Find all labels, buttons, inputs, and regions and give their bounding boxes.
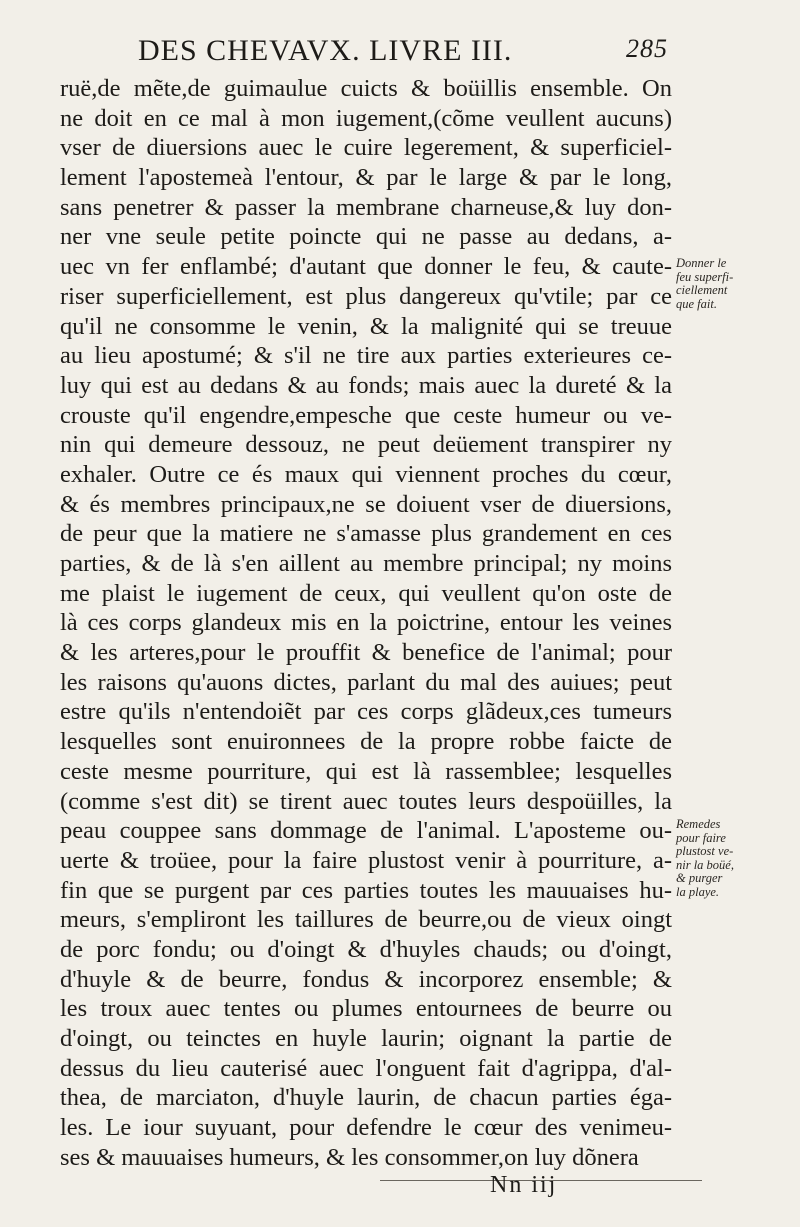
text-line: riser superficiellement, est plus dangereux qu'vtile; par ce <box>60 282 672 310</box>
text-line: parties, & de là s'en aillent au membre principal; ny moins <box>60 550 672 577</box>
text-line: les raisons qu'auons dictes, parlant du mal des auiues; peut <box>60 668 672 696</box>
margin-note-line: Donner le <box>676 256 727 270</box>
margin-note-line: & purger <box>676 871 723 885</box>
text-line: luy qui est au dedans & au fonds; mais auec la dureté & la <box>60 371 672 399</box>
text-line: estre qu'ils n'entendoiẽt par ces corps glãdeux,ces tumeurs <box>60 698 672 726</box>
text-line: les. Le iour suyuant, pour defendre le cœur des venimeu- <box>60 1114 672 1142</box>
text-line: crouste qu'il engendre,empesche que ceste humeur ou ve- <box>60 401 672 429</box>
text-line: ceste mesme pourriture, qui est là rassemblee; lesquelles <box>60 757 672 785</box>
text-line: (comme s'est dit) se tirent auec toutes leurs despoüilles, la <box>60 787 672 815</box>
text-line: ner vne seule petite poincte qui ne passe au dedans, a- <box>60 223 672 251</box>
margin-note-line: Remedes <box>676 817 721 831</box>
margin-note-line: ciellement <box>676 283 728 297</box>
text-line: exhaler. Outre ce és maux qui viennent proches du cœur, <box>60 460 672 488</box>
text-line: & les arteres,pour le prouffit & benefice de l'animal; pour <box>60 639 672 667</box>
margin-note <box>676 257 794 311</box>
text-line: de porc fondu; ou d'oingt & d'huyles chauds; ou d'oingt, <box>60 935 672 963</box>
text-line: fin que se purgent par ces parties toutes les mauuaises hu- <box>60 876 672 904</box>
page-number: 285 <box>626 34 668 63</box>
margin-note-line: la playe. <box>676 884 720 899</box>
text-line: ruë,de mẽte,de guimaulue cuicts & boüillis ensemble. On <box>60 75 672 102</box>
margin-note-line: feu superfi- <box>676 269 734 284</box>
margin-note-line: plustost ve- <box>676 844 734 858</box>
margin-note-line: nir la boüé, <box>676 857 734 872</box>
text-line: d'huyle & de beurre, fondus & incorporez ensemble; & <box>60 965 672 993</box>
text-line: uec vn fer enflambé; d'autant que donner le feu, & caute- <box>60 253 672 281</box>
header-title: DES CHEVAVX. LIVRE III. <box>138 34 513 67</box>
text-line: sans penetrer & passer la membrane charneuse,& luy don- <box>60 193 672 221</box>
text-line: lement l'apostemeà l'entour, & par le large & par le long, <box>60 164 672 192</box>
text-line: meurs, s'empliront les taillures de beurre,ou de vieux oingt <box>60 906 672 934</box>
body-text <box>60 74 672 1172</box>
signature-mark: Nn iij <box>490 1172 558 1198</box>
text-line: ne doit en ce mal à mon iugement,(cõme veullent aucuns) <box>60 104 672 132</box>
text-line: dessus du lieu cauterisé auec l'onguent fait d'agrippa, d'al- <box>60 1054 672 1082</box>
margin-note-line: que fait. <box>676 296 717 311</box>
text-line: me plaist le iugement de ceux, qui veullent qu'on oste de <box>60 579 672 607</box>
text-line: les troux auec tentes ou plumes entournees de beurre ou <box>60 995 672 1023</box>
text-line: de peur que la matiere ne s'amasse plus grandement en ces <box>60 520 672 548</box>
margin-note-line: pour faire <box>676 830 726 845</box>
text-line: & és membres principaux,ne se doiuent vser de diuersions, <box>60 490 672 518</box>
text-line: peau couppee sans dommage de l'animal. L'aposteme ou- <box>60 817 672 845</box>
text-line: nin qui demeure dessouz, ne peut deüement transpirer ny <box>60 431 672 459</box>
text-line: qu'il ne consomme le venin, & la malignité qui se treuue <box>60 312 672 340</box>
text-line: uerte & troüee, pour la faire plustost venir à pourriture, a- <box>60 846 672 874</box>
text-line: ses & mauuaises humeurs, & les consommer,on luy dõnera <box>60 1143 639 1171</box>
text-line: vser de diuersions auec le cuire legerement, & superficiel- <box>60 134 672 162</box>
text-line: d'oingt, ou teinctes en huyle laurin; oignant la partie de <box>60 1025 672 1052</box>
text-line: au lieu apostumé; & s'il ne tire aux parties exterieures ce- <box>60 342 672 370</box>
margin-note <box>676 818 794 899</box>
text-line: là ces corps glandeux mis en la poictrine, entour les veines <box>60 609 672 637</box>
text-line: thea, de marciaton, d'huyle laurin, de chacun parties éga- <box>60 1084 672 1112</box>
running-header <box>138 34 668 70</box>
text-line: lesquelles sont enuironnees de la propre robbe faicte de <box>60 728 672 756</box>
